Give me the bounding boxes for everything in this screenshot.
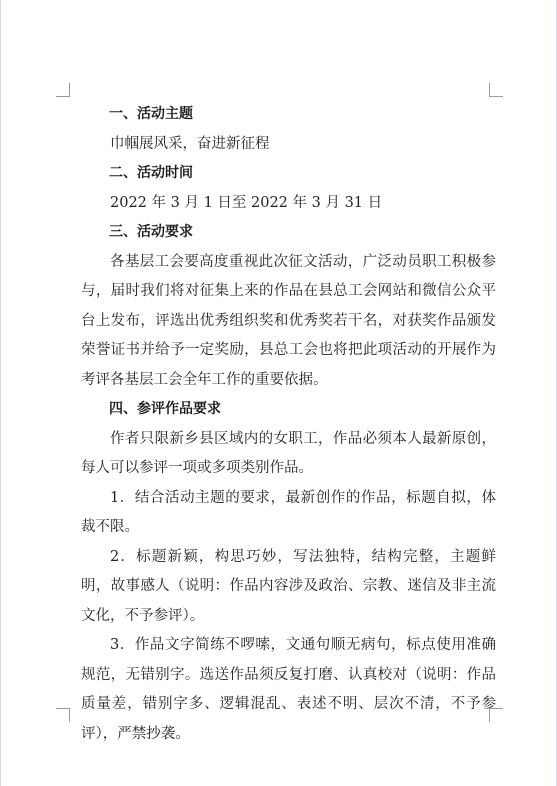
entry-paragraph-eligibility: 作者只限新乡县区域内的女职工，作品必须本人最新原创，每人可以参评一项或多项类别作品。 <box>81 430 496 476</box>
crop-mark-top-right <box>489 83 503 97</box>
entry-paragraph-item-3: 3．作品文字简练不啰嗦，文通句顺无病句，标点使用准确规范，无错别字。选送作品须反复打磨、认真校对（说明：作品质量差，错别字多、逻辑混乱、表述不明、层次不清，不予参评），严禁抄袭。 <box>81 637 496 742</box>
time-text: 2022 年 3 月 1 日至 2022 年 3 月 31 日 <box>110 194 383 211</box>
section-heading-entry-requirements: 四、参评作品要求 <box>109 401 221 417</box>
crop-mark-bottom-left <box>56 708 70 722</box>
section-heading-theme: 一、活动主题 <box>109 106 193 122</box>
theme-text: 巾帼展风采，奋进新征程 <box>110 135 270 152</box>
requirements-paragraph: 各基层工会要高度重视此次征文活动，广泛动员职工积极参与，届时我们将对征集上来的作品在县总工会网站和微信公众平台上发布，评选出优秀组织奖和优秀奖若干名，对获奖作品颁发荣誉证书并给予一定奖励，县总工会也将把此项活动的开展作为考评各基层工会全年工作的重要依据。 <box>81 253 496 388</box>
crop-mark-top-left <box>56 83 70 97</box>
entry-paragraph-item-2: 2．标题新颖，构思巧妙，写法独特，结构完整，主题鲜明，故事感人（说明：作品内容涉及政治、宗教、迷信及非主流文化，不予参评）。 <box>81 548 496 624</box>
section-heading-requirements: 三、活动要求 <box>109 224 193 240</box>
document-body[interactable] <box>81 100 496 749</box>
section-heading-time: 二、活动时间 <box>109 165 193 181</box>
entry-paragraph-item-1: 1．结合活动主题的要求，最新创作的作品，标题自拟，体裁不限。 <box>81 489 496 535</box>
